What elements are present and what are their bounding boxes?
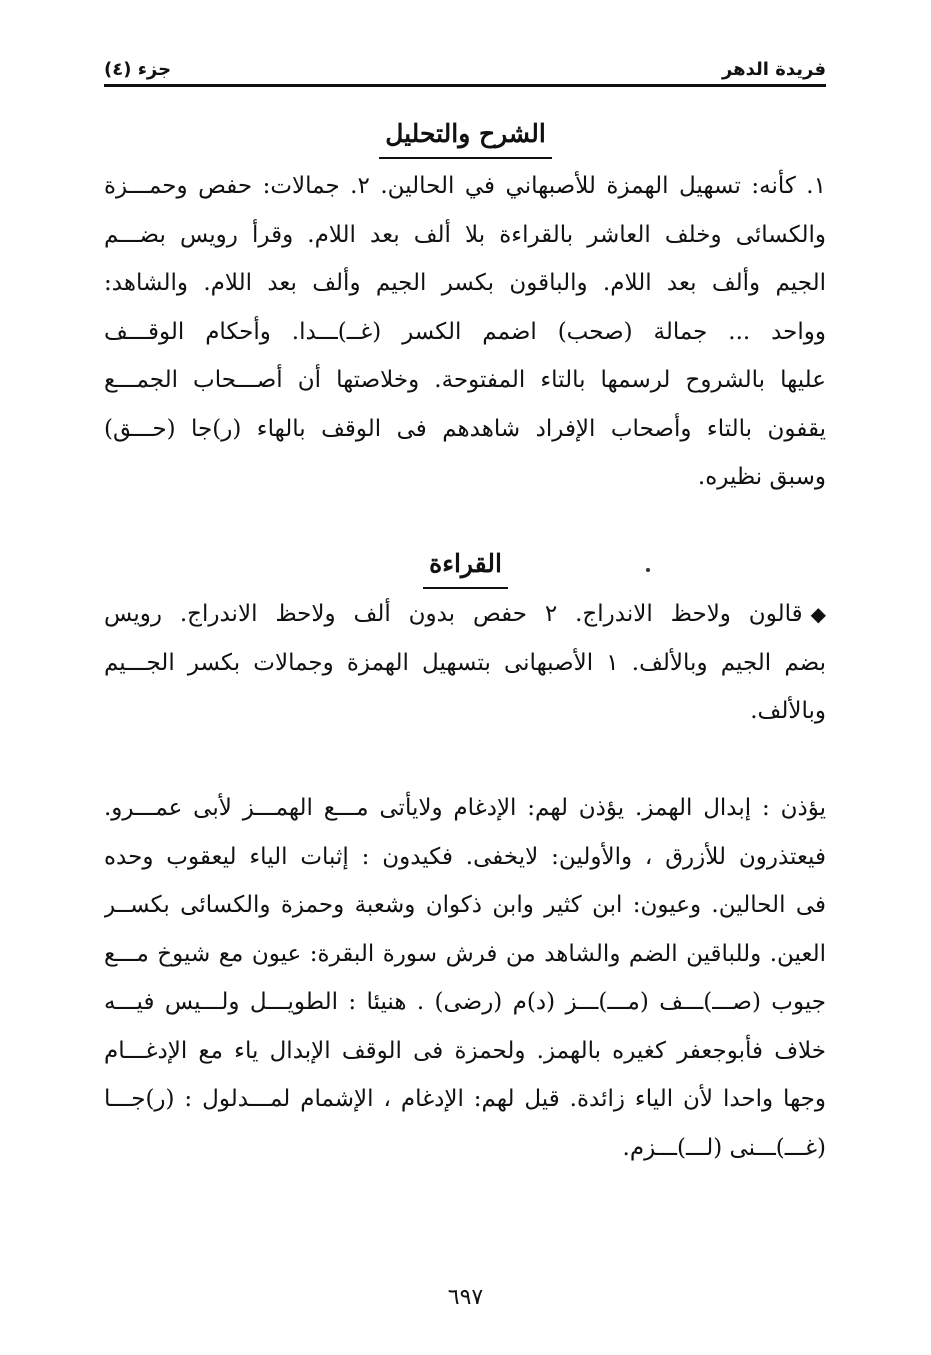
commentary-title: الشرح والتحليل <box>379 116 552 159</box>
running-header <box>104 40 826 80</box>
notes-line: يؤذن : إبدال الهمز. يؤذن لهم: الإدغام ولايأتى مـــع الهمـــز لأبى عمـــرو. <box>104 795 826 821</box>
book-title: فريدة الدهر <box>721 59 826 80</box>
reading-line-text: قالون ولاحظ الاندراج. ٢ حفص بدون ألف ولاحظ الاندراج. رويس <box>104 601 803 627</box>
notes-line: وجها واحدا لأن الياء زائدة. قيل لهم: الإدغام ، الإشمام لمـــدلول : (ر)جـــا <box>104 1086 826 1112</box>
diamond-bullet-icon: ◆ <box>810 602 826 626</box>
commentary-line: وسبق نظيره. <box>697 464 826 490</box>
reading-paragraph <box>104 590 826 736</box>
reading-title: القراءة <box>423 546 508 589</box>
notes-line: (غـــ)ـــنى (لـــ)ـــزم. <box>622 1134 826 1161</box>
volume-label: جزء (٤) <box>104 59 172 80</box>
commentary-line: عليها بالشروح لرسمها بالتاء المفتوحة. وخلاصتها أن أصـــحاب الجمـــع <box>104 367 826 393</box>
commentary-line: وواحد ... جمالة (صحب) اضمم الكسر (غــ)ـــدا. وأحكام الوقـــف <box>104 318 826 345</box>
notes-line: خلاف فأبوجعفر كغيره بالهمز. ولحمزة فى الوقف الإبدال ياء مع الإدغـــام <box>104 1037 826 1064</box>
commentary-paragraph <box>104 162 826 502</box>
reading-line <box>104 590 826 639</box>
page-number: ٦٩٧ <box>447 1285 484 1310</box>
commentary-heading <box>0 116 931 159</box>
notes-line: جيوب (صـــ)ـــف (مـــ)ـــز (د)م (رضى) . هنيئا : الطويـــل ولـــيس فيـــه <box>104 989 826 1015</box>
notes-line: العين. وللباقين الضم والشاهد من فرش سورة البقرة: عيون مع شيوخ مـــع <box>104 940 826 967</box>
reading-line: بضم الجيم وبالألف. ١ الأصبهانى بتسهيل الهمزة وجمالات بكسر الجـــيم <box>104 649 826 676</box>
header-rule <box>104 84 826 87</box>
reading-line: وبالألف. <box>750 698 826 724</box>
reading-heading <box>0 546 931 589</box>
commentary-line: ١. كأنه: تسهيل الهمزة للأصبهاني في الحالين. ٢. جمالات: حفص وحمـــزة <box>104 173 826 199</box>
notes-line: فيعتذرون للأزرق ، والأولين: لايخفى. فكيدون : إثبات الياء ليعقوب وحده <box>104 843 826 870</box>
notes-line: فى الحالين. وعيون: ابن كثير وابن ذكوان وشعبة وحمزة والكسائى بكســر <box>104 892 826 918</box>
commentary-line: والكسائى وخلف العاشر بالقراءة بلا ألف بعد اللام. وقرأ رويس بضـــم <box>104 221 826 248</box>
commentary-line: يقفون بالتاء وأصحاب الإفراد شاهدهم فى الوقف بالهاء (ر)جا (حـــق) <box>104 415 826 442</box>
notes-paragraph <box>104 784 826 1172</box>
commentary-line: الجيم وألف بعد اللام. والباقون بكسر الجيم وألف بعد اللام. والشاهد: <box>104 270 826 296</box>
scan-speck <box>646 568 650 572</box>
